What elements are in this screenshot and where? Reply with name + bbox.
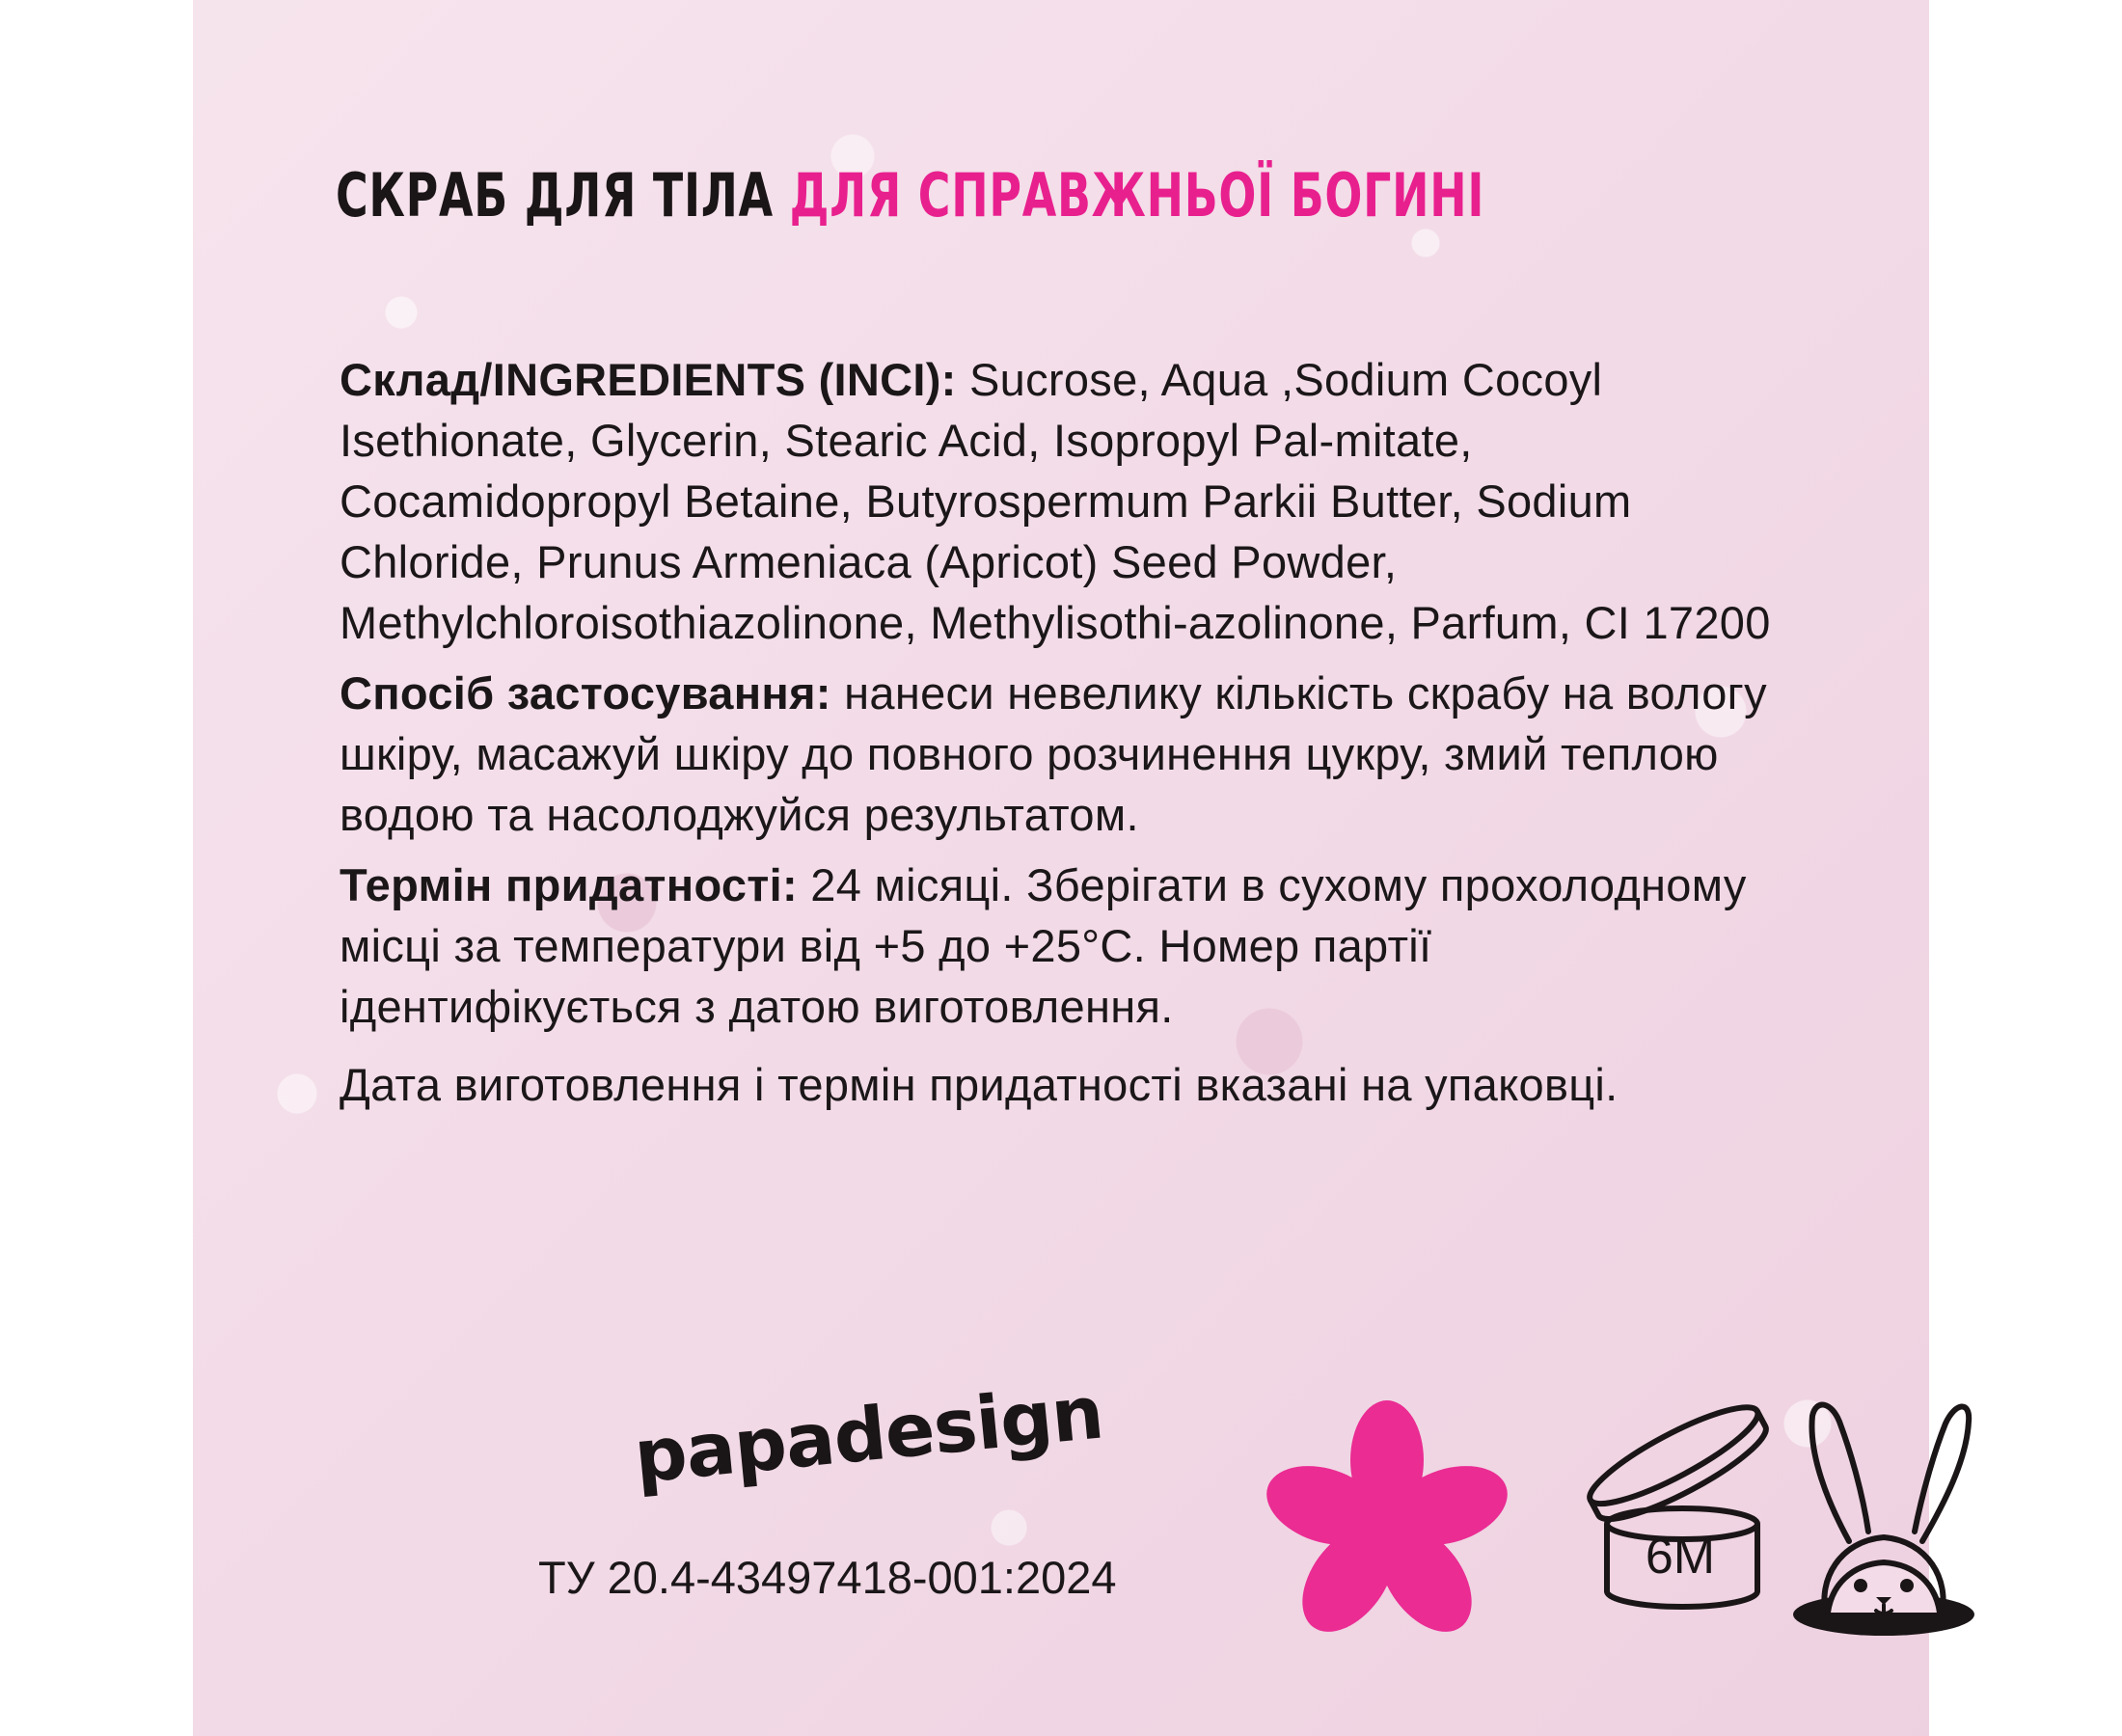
shelf-life-paragraph — [340, 854, 1786, 1037]
label-panel — [193, 0, 1929, 1736]
ingredients-paragraph — [340, 349, 1786, 653]
packaging-note: Дата виготовлення і термін придатності вказані на упаковці. — [340, 1059, 1619, 1110]
title-main: СКРАБ ДЛЯ ТІЛА — [336, 160, 774, 231]
shelf-life-text: 24 місяці. Зберігати в сухому прохолодному місці за температури від +5 до +25°C. Номер партії ідентифікується з датою виготовлення. — [340, 859, 1747, 1032]
technical-standard: ТУ 20.4-43497418-001:2024 — [538, 1552, 1117, 1603]
product-info — [340, 349, 1786, 1125]
jar-period-label: 6M — [1645, 1529, 1716, 1585]
brand-logo: papadesign — [630, 1369, 1107, 1500]
usage-label: Спосіб застосування: — [340, 667, 831, 719]
shelf-life-label: Термін придатності: — [340, 859, 798, 910]
ingredients-label: Склад/INGREDIENTS (INCI): — [340, 354, 957, 405]
ingredients-text: Sucrose, Aqua ,Sodium Cocoyl Isethionate, Glycerin, Stearic Acid, Isopropyl Pal-mitate, Cocamidopropyl Betaine, Butyrospermum Parkii Butter, Sodium Chloride, Prunus Armeniaca (Apricot) Seed Powder, Methylchloroisothiazolinone, Methylisothi-azolinone, Parfum, CI 17200 — [340, 354, 1771, 648]
page-title — [336, 152, 1484, 239]
title-accent: ДЛЯ СПРАВЖНЬОЇ БОГИНІ — [789, 160, 1485, 231]
usage-paragraph — [340, 663, 1786, 845]
usage-text: нанеси невелику кількість скрабу на вологу шкіру, масажуй шкіру до повного розчинення цукру, змий теплою водою та насолоджуйся результатом. — [340, 667, 1767, 840]
bunny-icon — [1789, 1397, 1977, 1647]
flower-icon — [1262, 1400, 1512, 1651]
